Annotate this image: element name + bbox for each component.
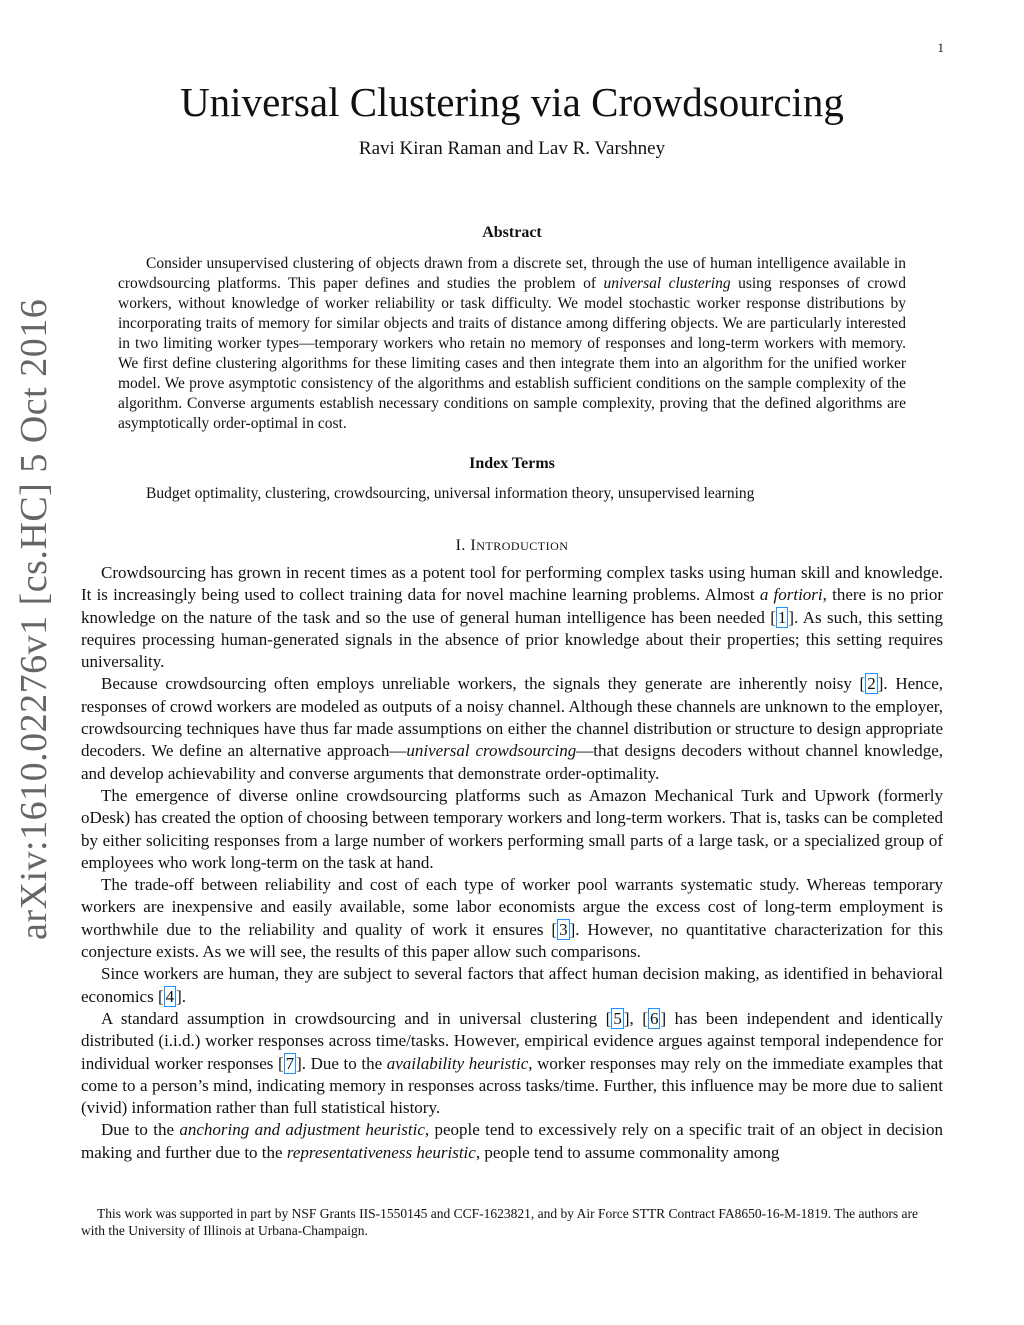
emphasis: representativeness heuristic [286,1142,476,1162]
emphasis: anchoring and adjustment heuristic [179,1120,425,1140]
paragraph: Due to the anchoring and adjustment heuristic, people tend to excessively rely on a specific trait of an object in decision making and further due to the representativeness heuristic, people tend to assume commonality among [81,1120,943,1162]
paper-authors: Ravi Kiran Raman and Lav R. Varshney [358,138,666,159]
citation-link[interactable]: 7 [285,1053,295,1073]
abstract-text: Consider unsupervised clustering of objects drawn from a discrete set, through the use of human intelligence available in crowdsourcing platforms. This paper defines and studies the problem of universal clustering using responses of crowd workers, without knowledge of worker reliability or task difficulty. We model stochastic worker response distributions by incorporating traits of memory for similar objects and traits of distance among differing objects. We are particularly interested in two limiting worker types—temporary workers who retain no memory of responses and long-term workers with memory. We first define clustering algorithms for these limiting cases and then integrate them into an algorithm for the unified worker model. We prove asymptotic consistency of the algorithms and establish sufficient conditions on the sample complexity of the algorithm. Converse arguments establish necessary conditions on sample complexity, proving that the defined algorithms are asymptotically order-optimal in cost. [118,255,906,432]
citation-link[interactable]: 5 [613,1008,622,1028]
footnote: This work was supported in part by NSF Grants IIS-1550145 and CCF-1623821, and by Air Force STTR Contract FA8650-16-M-1819. The authors are with the University of Illinois at Urbana-Champaign. [81,1206,919,1238]
citation-link[interactable]: 6 [649,1008,659,1028]
emphasis: universal crowdsourcing [406,741,577,761]
page-number: 1 [937,40,944,55]
paragraph: The trade-off between reliability and cost of each type of worker pool warrants systematic study. Whereas temporary workers are inexpensive and easily available, some labor economists argue the excess cost of long-term employment is worthwhile due to the reliability and quality of work it ensures [ 3 ]. However, no quantitative characterization for this conjecture exists. As we will see, the results of this paper allow such comparisons. [81,875,943,962]
emphasis: availability heuristic [386,1053,529,1073]
emphasis: universal clustering [603,275,731,292]
citation-link[interactable]: 2 [867,674,876,694]
paragraph: Since workers are human, they are subject to several factors that affect human decision making, as identified in behavioral economics [ 4 ]. [81,964,943,1006]
abstract-heading: Abstract [482,224,542,241]
citation-link[interactable]: 4 [165,986,175,1006]
citation-link[interactable]: 3 [559,919,568,939]
citation-link[interactable]: 1 [777,607,787,627]
paper-title: Universal Clustering via Crowdsourcing [180,79,844,125]
body-text [81,562,943,1164]
paragraph: Because crowdsourcing often employs unreliable workers, the signals they generate are inherently noisy [ 2 ]. Hence, responses of crowd workers are modeled as outputs of a noisy channel. Although these channels are unknown to the employer, crowdsourcing techniques have thus far made assumptions on either the channel distribution or structure to design appropriate decoders. We define an alternative approach—universal crowdsourcing—that designs decoders without channel knowledge, and develop achievability and converse arguments that demonstrate order-optimality. [81,674,943,783]
index-terms-text: Budget optimality, clustering, crowdsourcing, universal information theory, unsupervised learning [146,485,755,502]
index-terms-heading: Index Terms [469,455,555,472]
section-heading-introduction: I. INTRODUCTION [455,537,569,554]
emphasis: a fortiori [759,585,823,605]
paragraph: Crowdsourcing has grown in recent times as a potent tool for performing complex tasks using human skill and knowledge. It is increasingly being used to collect training data for novel machine learning problems. Almost a fortiori, there is no prior knowledge on the nature of the task and so the use of general human intelligence has been needed [ 1 ]. As such, this setting requires processing human-generated signals in the absence of prior knowledge about their properties; this setting requires universality. [81,563,944,672]
paragraph: A standard assumption in crowdsourcing and in universal clustering [ 5 ], [ 6 ] has been independent and identically distributed (i.i.d.) worker responses across time/tasks. However, empirical evidence argues against temporal independence for individual worker responses [ 7 ]. Due to the availability heuristic, worker responses may rely on the immediate examples that come to a person’s mind, indicating memory in responses across tasks/time. Further, this influence may be more due to salient (vivid) information rather than full statistical history. [81,1008,943,1118]
arxiv-identifier: arXiv:1610.02276v1 [cs.HC] 5 Oct 2016 [13,298,55,940]
paragraph: The emergence of diverse online crowdsourcing platforms such as Amazon Mechanical Turk and Upwork (formerly oDesk) has created the option of choosing between temporary workers and long-term workers. That is, tasks can be completed by either soliciting responses from a large number of workers performing small parts of a large task, or a specialized group of employees who work long-term on the task at hand. [81,785,943,872]
